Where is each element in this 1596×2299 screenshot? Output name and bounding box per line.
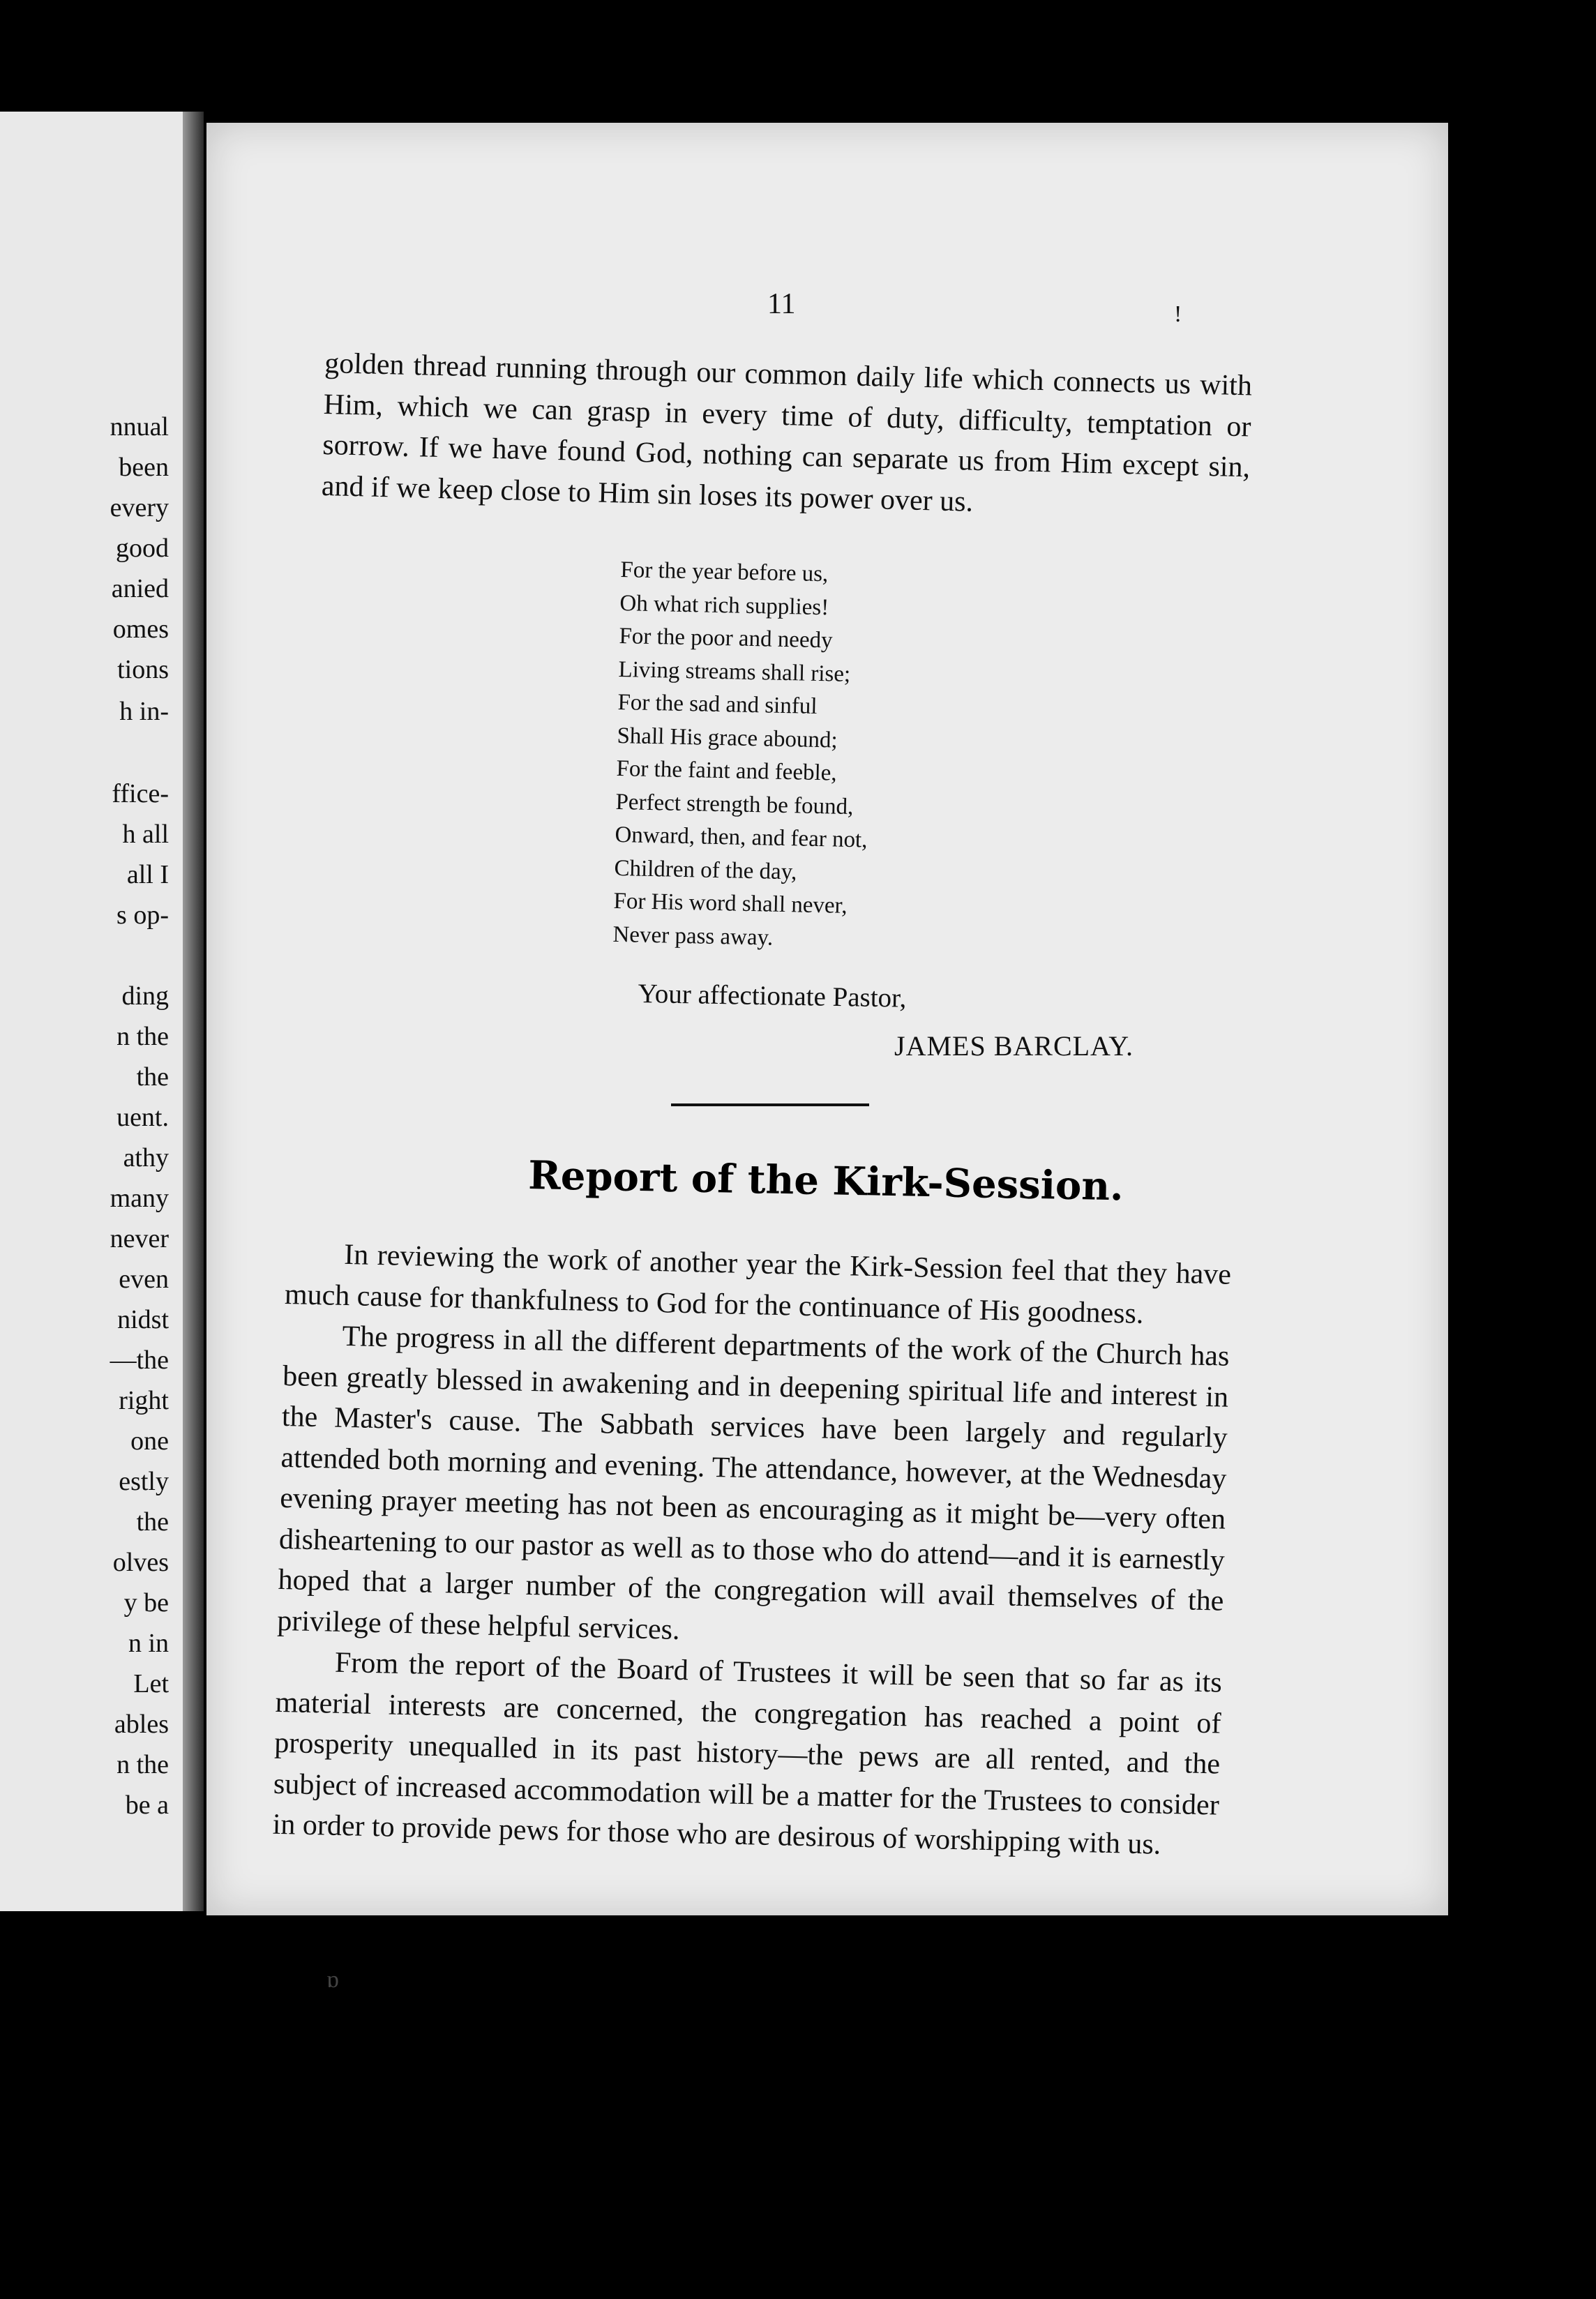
left-page-text-fragment: right [119,1386,169,1415]
left-page-text-fragment: anied [111,574,169,603]
intro-paragraph-text: golden thread running through our common daily life which connects us with Him, which we can grasp in every time of duty, difficulty, temptation or sorrow. If we have found God, nothing can separate us from Him except sin, and if we keep close to Him sin loses its power over us. [321,347,1253,518]
poem-line: Children of the day, [614,855,797,884]
left-page-text-fragment: never [110,1224,169,1253]
poem-line: Onward, then, and fear not, [615,822,868,853]
poem-line: Never pass away. [612,921,774,951]
left-page-text-fragment: n the [116,1750,169,1779]
left-page-text-fragment: one [130,1426,169,1456]
left-page-text-fragment: the [136,1062,169,1092]
report-paragraph: In reviewing the work of another year the Kirk-Session feel that they have much cause for thankfulness to God for the continuance of His goodness. [284,1238,1232,1330]
poem-line: Shall His grace abound; [617,723,838,753]
left-page-text-fragment: athy [123,1143,169,1173]
left-page-text-fragment: tions [117,655,169,684]
left-page-text-fragment: been [119,453,169,482]
poem-line: For the faint and feeble, [616,755,837,786]
poem-line: Living streams shall rise; [618,656,851,687]
report-paragraph: The progress in all the different departments of the work of the Church has been greatly blessed in awakening and in deepening spiritual life and interest in the Master's cause. The Sabbath services have been largely and regularly attended both morning and evening. The attendance, however, at the Wednesday evening prayer meeting has not been as encouraging as it might be—very often disheartening to our pastor as well as to those who do attend—and it is earnestly hoped that a larger number of the congregation will avail themselves of the privilege of these helpful services. [276,1320,1230,1646]
left-page-text-fragment: ding [121,981,169,1011]
previous-page-edge [0,112,183,1911]
left-page-text-fragment: —the [110,1346,169,1375]
left-page-text-fragment: good [116,534,169,563]
left-page-text-fragment: olves [112,1548,169,1577]
poem-line: For the poor and needy [619,623,833,654]
left-page-text-fragment: all I [126,860,169,889]
poem-line: Oh what rich supplies! [619,590,829,620]
intro-paragraph [321,343,1252,529]
left-page-text-fragment: nnual [110,412,169,442]
left-page-text-fragment: estly [119,1467,169,1496]
poem [612,554,873,956]
left-page-text-fragment: the [136,1507,169,1537]
left-page-text-fragment: ffice- [112,779,169,808]
book-gutter [183,112,204,1911]
corner-mark: ! [1174,301,1182,327]
poem-line: For His word shall never, [613,888,848,919]
left-page-text-fragment: nidst [117,1305,169,1334]
bottom-mark: ɒ [326,1967,339,1993]
poem-line: Perfect strength be found, [615,789,854,820]
poem-line: For the year before us, [620,557,829,587]
left-page-text-fragment: n in [128,1629,169,1658]
left-page-text-fragment: omes [112,615,169,644]
poem-line: For the sad and sinful [617,689,818,719]
left-page-text-fragment: h all [122,820,169,849]
closing-salutation: Your affectionate Pastor, [638,978,907,1013]
left-page-text-fragment: ables [114,1710,169,1739]
left-page-text-fragment: Let [133,1669,169,1698]
left-page-text-fragment: y be [123,1588,169,1618]
left-page-text-fragment: even [119,1265,169,1294]
page-number: 11 [767,288,796,320]
left-page-text-fragment: n the [116,1022,169,1051]
left-page-text-fragment: be a [125,1791,169,1820]
signature: JAMES BARCLAY. [894,1030,1134,1062]
left-page-text-fragment: many [110,1184,169,1213]
left-page-text-fragment: s op- [116,900,169,930]
report-paragraph: From the report of the Board of Trustees it will be seen that so far as its material interests are concerned, the congregation has reached a point of prosperity unequalled in its past history—the pews are all rented, and the subject of increased accommodation will be a matter for the Trustees to consider in order to provide pews for those who are desirous of worshipping with us. [272,1646,1223,1861]
section-heading: Report of the Kirk-Session. [527,1152,1124,1210]
report-body [272,1233,1232,1867]
section-divider [671,1103,869,1106]
left-page-text-fragment: uent. [116,1103,169,1132]
left-page-text-fragment: every [110,493,169,522]
left-page-text-fragment: h in- [119,697,169,726]
